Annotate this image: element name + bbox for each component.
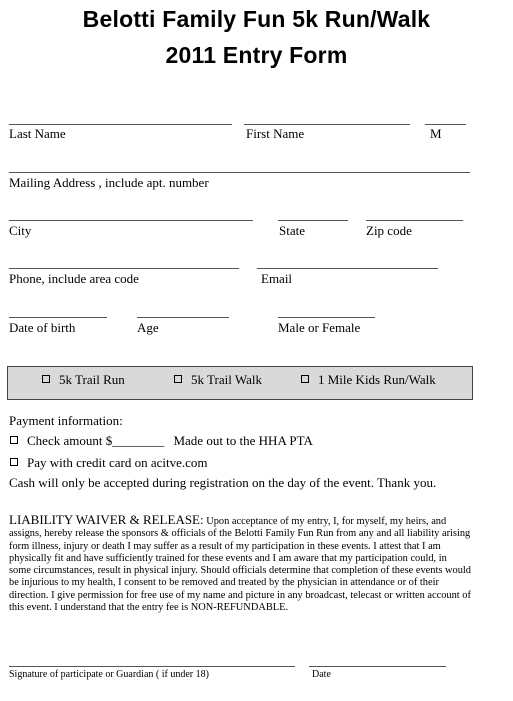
checkbox-icon[interactable]	[301, 375, 309, 383]
mailing-address-label: Mailing Address , include apt. number	[9, 175, 209, 190]
event-option-label: 5k Trail Run	[59, 372, 125, 387]
payment-heading: Payment information:	[9, 413, 123, 428]
form-title-line-1: Belotti Family Fun 5k Run/Walk	[82, 6, 431, 32]
payment-check-option[interactable]	[10, 433, 313, 449]
event-option-label: 1 Mile Kids Run/Walk	[318, 372, 436, 387]
state-line[interactable]	[278, 220, 348, 221]
form-title-line-2: 2011 Entry Form	[165, 42, 348, 68]
gender-line[interactable]	[278, 317, 375, 318]
liability-waiver	[9, 514, 471, 614]
check-payee-label: Made out to the HHA PTA	[173, 433, 313, 448]
last-name-line[interactable]	[9, 124, 232, 125]
checkbox-icon[interactable]	[42, 375, 50, 383]
email-line[interactable]	[257, 268, 438, 269]
event-option-5k-run[interactable]	[42, 372, 125, 388]
checkbox-icon[interactable]	[10, 436, 18, 444]
last-name-label: Last Name	[9, 126, 66, 141]
mailing-address-line[interactable]	[9, 172, 470, 173]
check-amount-label: Check amount $________	[27, 433, 165, 448]
waiver-heading: LIABILITY WAIVER & RELEASE:	[9, 512, 204, 527]
email-label: Email	[261, 271, 293, 286]
middle-initial-line[interactable]	[425, 124, 466, 125]
payment-credit-option[interactable]	[10, 455, 208, 471]
date-line[interactable]	[309, 666, 446, 667]
first-name-line[interactable]	[244, 124, 410, 125]
event-option-kids-run[interactable]	[301, 372, 436, 388]
city-line[interactable]	[9, 220, 253, 221]
credit-card-label: Pay with credit card on acitve.com	[27, 455, 208, 470]
first-name-label: First Name	[246, 126, 305, 141]
signature-line[interactable]	[9, 666, 295, 667]
phone-label: Phone, include area code	[9, 271, 139, 286]
zip-label: Zip code	[366, 223, 412, 238]
waiver-body: Upon acceptance of my entry, I, for myself, my heirs, and assigns, hereby release the sponsors & officials of the Belotti Family Fun Run from any and all liability arising form illness, injury or death I may suffer as a result of my participation in these events. I attest that I am physically fit and have sufficiently trained for these events and I am aware that my participation could, in some circumstances, result in physical injury. Should officials determine that completion of these events would be injurious to my health, I consent to be removed and treated by the physician in attendance or of their direction. I give permission for free use of my name and picture in any broadcast, telecast or written account of this event. I understand that the entry fee is NON-REFUNDABLE.	[9, 516, 471, 614]
phone-line[interactable]	[9, 268, 239, 269]
checkbox-icon[interactable]	[10, 458, 18, 466]
gender-label: Male or Female	[278, 320, 361, 335]
city-label: City	[9, 223, 32, 238]
dob-line[interactable]	[9, 317, 107, 318]
age-label: Age	[137, 320, 159, 335]
state-label: State	[279, 223, 305, 238]
age-line[interactable]	[137, 317, 229, 318]
date-label: Date	[312, 669, 331, 680]
signature-label: Signature of participate or Guardian ( if under 18)	[9, 669, 209, 680]
event-option-5k-walk[interactable]	[174, 372, 262, 388]
zip-line[interactable]	[366, 220, 463, 221]
cash-note: Cash will only be accepted during registration on the day of the event. Thank you.	[9, 475, 437, 490]
checkbox-icon[interactable]	[174, 375, 182, 383]
dob-label: Date of birth	[9, 320, 76, 335]
event-option-label: 5k Trail Walk	[191, 372, 262, 387]
event-options-box	[7, 366, 473, 400]
middle-initial-label: M	[430, 126, 442, 141]
